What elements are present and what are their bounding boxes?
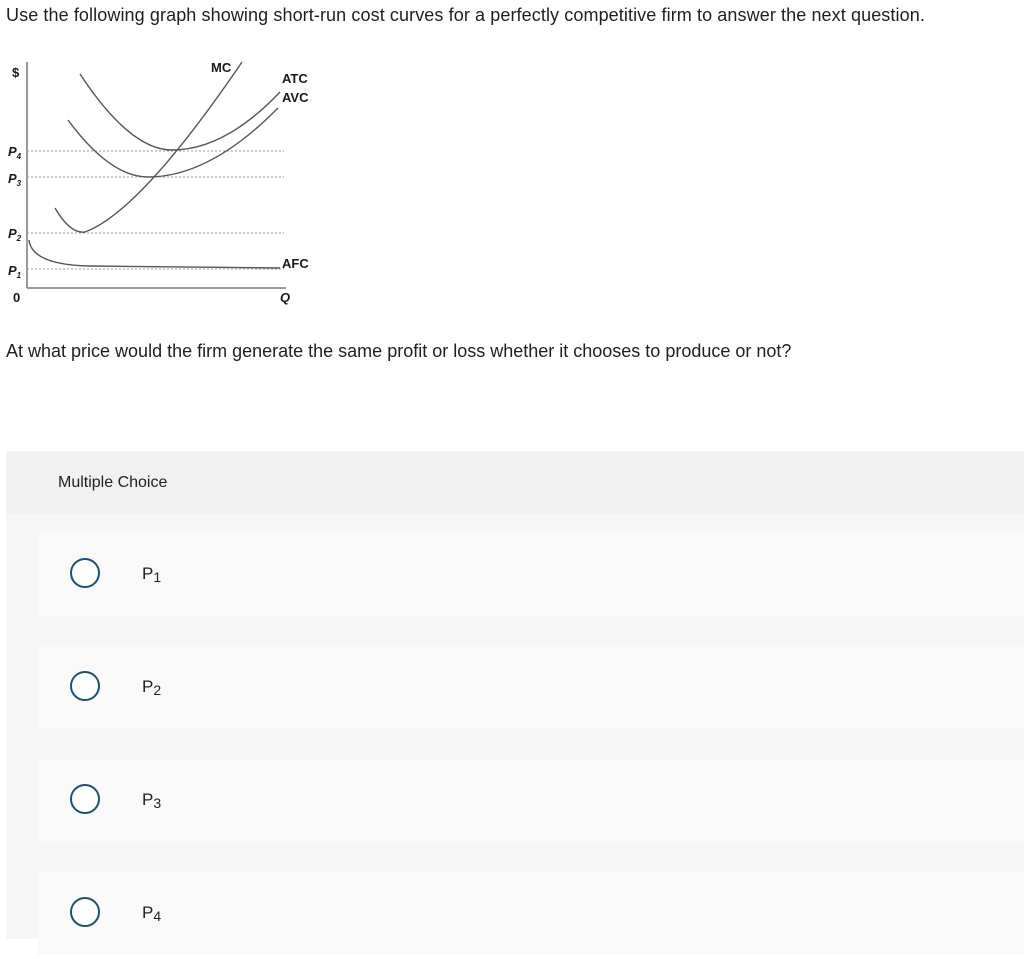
radio-button-p4[interactable]	[70, 897, 100, 927]
multiple-choice-panel	[6, 451, 1024, 939]
multiple-choice-header	[6, 451, 1024, 514]
radio-button-p1[interactable]	[70, 558, 100, 588]
afc-curve	[29, 240, 280, 268]
answer-option-p1[interactable]	[38, 533, 1024, 616]
multiple-choice-title: Multiple Choice	[58, 474, 168, 491]
radio-button-p2[interactable]	[70, 671, 100, 701]
answer-option-p4[interactable]	[38, 872, 1024, 955]
answer-option-label-p2: P2	[142, 677, 162, 698]
question-text: At what price would the firm generate the same profit or loss whether it chooses to produce or not?	[6, 341, 792, 361]
x-axis-label: Q	[280, 290, 291, 305]
afc-label: AFC	[282, 256, 309, 271]
price-label-p1: $P_1$	[8, 263, 22, 280]
atc-curve	[80, 74, 280, 150]
y-axis-label: $	[12, 65, 20, 80]
radio-button-p3[interactable]	[70, 784, 100, 814]
avc-label: AVC	[282, 90, 309, 105]
origin-label: 0	[13, 290, 21, 305]
answer-option-p2[interactable]	[38, 646, 1024, 729]
mc-curve	[55, 62, 242, 232]
price-label-p4: $P_4$	[8, 144, 22, 161]
answer-option-label-p1: P1	[142, 564, 162, 585]
cost-curves-graph	[0, 52, 330, 314]
atc-label: ATC	[282, 71, 308, 86]
answer-option-label-p4: P4	[142, 903, 162, 924]
mc-label: MC	[211, 60, 232, 75]
question-intro-text: Use the following graph showing short-run cost curves for a perfectly competitive firm to answer the next question.	[6, 5, 925, 25]
answer-option-label-p3: P3	[142, 790, 162, 811]
avc-curve	[68, 108, 278, 177]
answer-option-p3[interactable]	[38, 759, 1024, 842]
price-label-p2: $P_2$	[8, 226, 22, 243]
price-label-p3: $P_3$	[8, 171, 22, 188]
